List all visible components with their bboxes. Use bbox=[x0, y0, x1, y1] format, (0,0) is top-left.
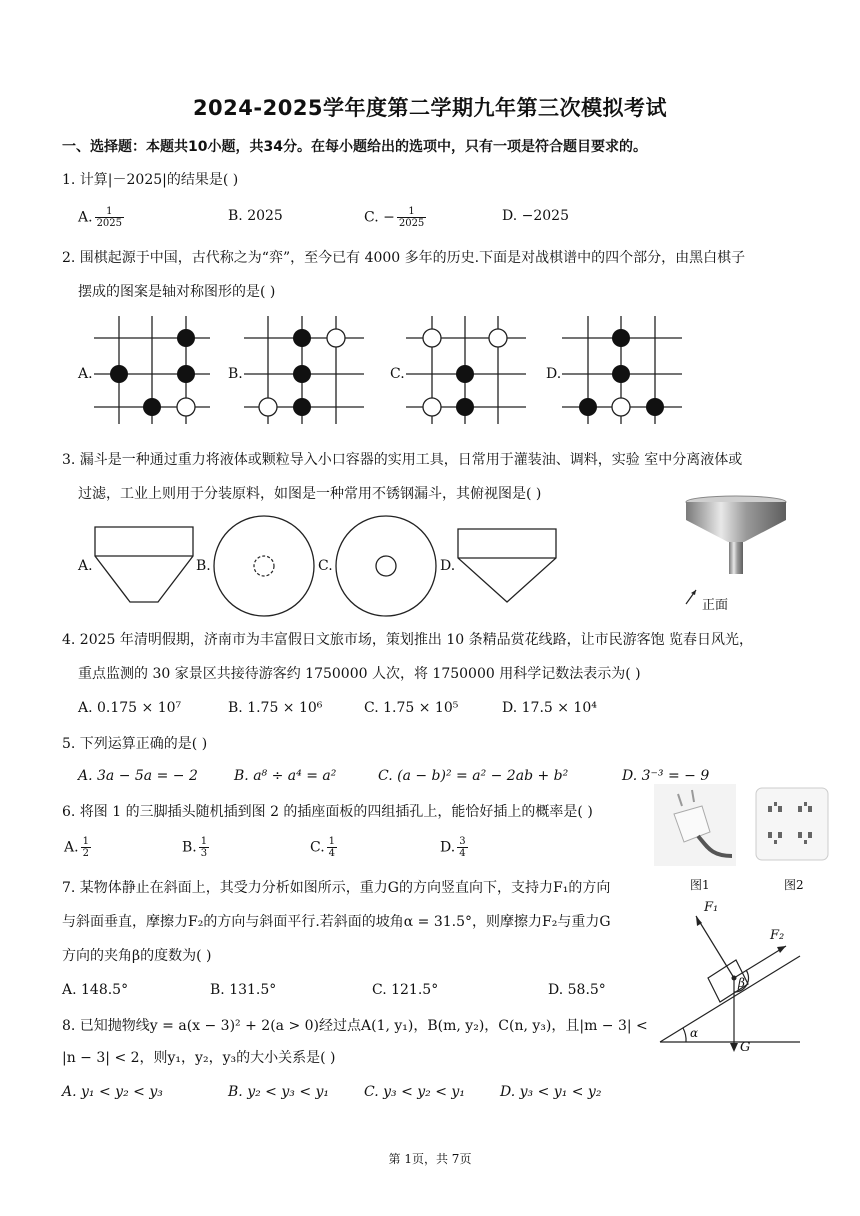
funnel-option-c bbox=[334, 514, 438, 618]
q6-option-d: D. $\frac{3}{4}$ bbox=[440, 836, 466, 859]
q5-stem: 5. 下列运算正确的是( ) bbox=[62, 736, 208, 752]
q8-option-b: B. y₂ < y₃ < y₁ bbox=[228, 1084, 330, 1100]
q5-option-a: A. 3a − 5a = − 2 bbox=[78, 768, 198, 784]
q1-option-a: A. $\frac{1}{2025}$ bbox=[78, 206, 123, 229]
funnel-photo bbox=[680, 494, 790, 614]
q5-option-b: B. a⁸ ÷ a⁴ = a² bbox=[234, 768, 337, 784]
q7-option-d: D. 58.5° bbox=[548, 982, 606, 998]
q8-option-a: A. y₁ < y₂ < y₃ bbox=[62, 1084, 163, 1100]
q2-stem-line2: 摆成的图案是轴对称图形的是( ) bbox=[78, 284, 276, 300]
label-alpha: α bbox=[690, 1026, 699, 1040]
q5-option-d: D. 3⁻³ = − 9 bbox=[622, 768, 710, 784]
page-title: 2024-2025学年度第二学期九年第三次模拟考试 bbox=[192, 96, 668, 120]
page-footer: 第 1页，共 7页 bbox=[388, 1152, 472, 1166]
q8-stem-line2: |n − 3| < 2，则y₁，y₂，y₃的大小关系是( ) bbox=[62, 1050, 336, 1066]
plug-photo bbox=[654, 784, 736, 866]
q8-option-c: C. y₃ < y₂ < y₁ bbox=[364, 1084, 465, 1100]
label-beta: β bbox=[738, 976, 745, 990]
q1-option-b: B. 2025 bbox=[228, 208, 283, 224]
q4-stem-line1: 4. 2025 年清明假期，济南市为丰富假日文旅市场，策划推出 10 条精品赏花线路，让市民游客饱 览春日风光， bbox=[62, 632, 754, 648]
funnel-option-d bbox=[456, 528, 560, 604]
label-f1: F₁ bbox=[704, 900, 719, 915]
q2-stem-line1: 2. 围棋起源于中国，古代称之为“弈”，至今已有 4000 多年的历史.下面是对战棋谱中的四个部分，由黑白棋子 bbox=[62, 250, 746, 266]
funnel-photo-caption: 正面 bbox=[702, 598, 729, 613]
q3-label-d: D. bbox=[440, 558, 456, 574]
q6-option-a: A. $\frac{1}{2}$ bbox=[64, 836, 89, 859]
q4-stem-line2: 重点监测的 30 家景区共接待游客约 1750000 人次，将 1750000 用科学记数法表示为( ) bbox=[78, 666, 641, 682]
go-board-a bbox=[94, 316, 214, 432]
q2-label-c: C. bbox=[390, 366, 405, 382]
go-board-b bbox=[244, 316, 368, 432]
q4-option-a: A. 0.175 × 10⁷ bbox=[78, 700, 182, 716]
label-f2: F₂ bbox=[770, 928, 785, 943]
q7-stem-line2: 与斜面垂直，摩擦力F₂的方向与斜面平行.若斜面的坡角α = 31.5°，则摩擦力F₂与重力G bbox=[62, 914, 611, 930]
label-g: G bbox=[740, 1040, 751, 1055]
q1-option-d: D. −2025 bbox=[502, 208, 569, 224]
q7-option-a: A. 148.5° bbox=[62, 982, 129, 998]
funnel-option-b bbox=[212, 514, 316, 618]
q4-option-c: C. 1.75 × 10⁵ bbox=[364, 700, 459, 716]
q7-option-c: C. 121.5° bbox=[372, 982, 439, 998]
q7-stem-line3: 方向的夹角β的度数为( ) bbox=[62, 948, 212, 964]
q2-label-d: D. bbox=[546, 366, 562, 382]
q8-stem-line1: 8. 已知抛物线y = a(x − 3)² + 2(a > 0)经过点A(1, y₁)，B(m, y₂)，C(n, y₃)，且|m − 3| < bbox=[62, 1018, 648, 1034]
q1-stem: 1. 计算|－2025|的结果是( ) bbox=[62, 172, 239, 188]
q8-option-d: D. y₃ < y₁ < y₂ bbox=[500, 1084, 602, 1100]
q7-option-b: B. 131.5° bbox=[210, 982, 277, 998]
q4-option-b: B. 1.75 × 10⁶ bbox=[228, 700, 323, 716]
section-header: 一、选择题：本题共10小题，共34分。在每小题给出的选项中，只有一项是符合题目要求的。 bbox=[62, 139, 647, 155]
q6-option-b: B. $\frac{1}{3}$ bbox=[182, 836, 208, 859]
q4-option-d: D. 17.5 × 10⁴ bbox=[502, 700, 597, 716]
q3-stem-line1: 3. 漏斗是一种通过重力将液体或颗粒导入小口容器的实用工具，日常用于灌装油、调料，实验 室中分离液体或 bbox=[62, 452, 743, 468]
force-diagram bbox=[656, 896, 806, 1060]
q5-option-c: C. (a − b)² = a² − 2ab + b² bbox=[378, 768, 569, 784]
q6-option-c: C. $\frac{1}{4}$ bbox=[310, 836, 336, 859]
q2-label-b: B. bbox=[228, 366, 243, 382]
q6-stem: 6. 将图 1 的三脚插头随机插到图 2 的插座面板的四组插孔上，能恰好插上的概率是( ) bbox=[62, 804, 593, 820]
q1-option-c: C. − $\frac{1}{2025}$ bbox=[364, 206, 425, 229]
funnel-option-a bbox=[94, 526, 196, 606]
q7-stem-line1: 7. 某物体静止在斜面上，其受力分析如图所示，重力G的方向竖直向下，支持力F₁的方向 bbox=[62, 880, 611, 896]
go-board-d bbox=[562, 316, 686, 432]
q3-stem-line2: 过滤，工业上则用于分装原料，如图是一种常用不锈钢漏斗，其俯视图是( ) bbox=[78, 486, 542, 502]
fig1-caption: 图1 bbox=[690, 878, 710, 892]
q3-label-c: C. bbox=[318, 558, 333, 574]
fig2-caption: 图2 bbox=[784, 878, 804, 892]
q2-label-a: A. bbox=[78, 366, 93, 382]
q3-label-b: B. bbox=[196, 558, 211, 574]
socket-photo bbox=[756, 788, 828, 860]
q3-label-a: A. bbox=[78, 558, 93, 574]
go-board-c bbox=[406, 316, 530, 432]
